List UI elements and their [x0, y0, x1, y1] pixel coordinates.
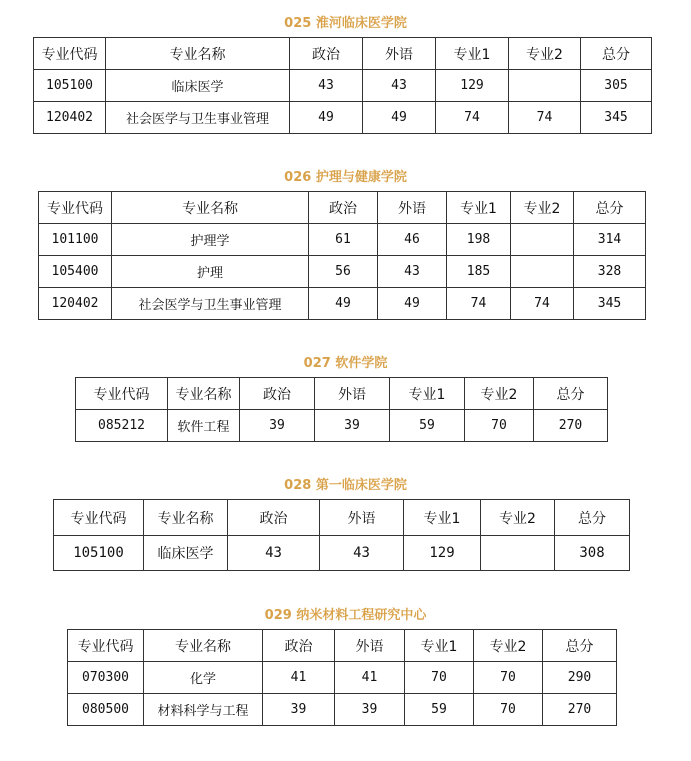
table-row: [54, 536, 630, 571]
header-politics: 政治: [290, 38, 363, 70]
cell-politics: 43: [290, 70, 363, 102]
cell-name: 化学: [144, 662, 263, 694]
header-language: 外语: [315, 378, 390, 410]
cell-name: 社会医学与卫生事业管理: [106, 102, 290, 134]
header-major2: 专业2: [465, 378, 534, 410]
cell-name: 临床医学: [144, 536, 228, 571]
cell-politics: 56: [309, 256, 378, 288]
cell-code: 105100: [54, 536, 144, 571]
cell-major1: 198: [447, 224, 511, 256]
section-title-028: 028 第一临床医学院: [284, 478, 407, 493]
header-major2: 专业2: [511, 192, 574, 224]
header-major2: 专业2: [474, 630, 543, 662]
cell-code: 070300: [68, 662, 144, 694]
cell-major1: 74: [447, 288, 511, 320]
header-major1: 专业1: [436, 38, 509, 70]
header-name: 专业名称: [106, 38, 290, 70]
cell-code: 120402: [34, 102, 106, 134]
header-code: 专业代码: [34, 38, 106, 70]
cell-total: 290: [543, 662, 617, 694]
cell-major2: 70: [474, 694, 543, 726]
table-row: [34, 70, 652, 102]
cell-name: 社会医学与卫生事业管理: [112, 288, 309, 320]
header-politics: 政治: [309, 192, 378, 224]
score-table-028: [53, 499, 630, 571]
header-language: 外语: [335, 630, 405, 662]
header-major1: 专业1: [404, 500, 481, 536]
cell-language: 49: [363, 102, 436, 134]
cell-politics: 39: [240, 410, 315, 442]
cell-major2: [481, 536, 555, 571]
cell-code: 080500: [68, 694, 144, 726]
score-table-026: [38, 191, 646, 320]
cell-major1: 129: [404, 536, 481, 571]
cell-language: 49: [378, 288, 447, 320]
cell-code: 105400: [39, 256, 112, 288]
cell-name: 护理: [112, 256, 309, 288]
table-row: [76, 410, 608, 442]
header-code: 专业代码: [39, 192, 112, 224]
header-total: 总分: [543, 630, 617, 662]
header-major1: 专业1: [405, 630, 474, 662]
header-code: 专业代码: [68, 630, 144, 662]
cell-major1: 70: [405, 662, 474, 694]
cell-major1: 129: [436, 70, 509, 102]
cell-total: 308: [555, 536, 630, 571]
cell-major1: 185: [447, 256, 511, 288]
cell-total: 328: [574, 256, 646, 288]
cell-code: 101100: [39, 224, 112, 256]
header-name: 专业名称: [112, 192, 309, 224]
cell-major2: 74: [511, 288, 574, 320]
score-table-025: [33, 37, 652, 134]
score-table-029: [67, 629, 617, 726]
header-major2: 专业2: [509, 38, 581, 70]
cell-major2: [511, 256, 574, 288]
cell-language: 41: [335, 662, 405, 694]
cell-politics: 43: [228, 536, 320, 571]
header-language: 外语: [363, 38, 436, 70]
cell-language: 43: [320, 536, 404, 571]
header-total: 总分: [534, 378, 608, 410]
cell-total: 270: [534, 410, 608, 442]
header-code: 专业代码: [76, 378, 168, 410]
header-name: 专业名称: [168, 378, 240, 410]
header-total: 总分: [555, 500, 630, 536]
cell-name: 护理学: [112, 224, 309, 256]
header-politics: 政治: [263, 630, 335, 662]
cell-major1: 59: [405, 694, 474, 726]
cell-major2: 70: [465, 410, 534, 442]
cell-name: 软件工程: [168, 410, 240, 442]
table-row: [39, 224, 646, 256]
header-major1: 专业1: [447, 192, 511, 224]
section-title-026: 026 护理与健康学院: [284, 170, 407, 185]
table-row: [34, 102, 652, 134]
section-title-027: 027 软件学院: [303, 356, 388, 371]
cell-name: 临床医学: [106, 70, 290, 102]
header-total: 总分: [581, 38, 652, 70]
cell-major1: 59: [390, 410, 465, 442]
cell-politics: 41: [263, 662, 335, 694]
cell-total: 345: [581, 102, 652, 134]
cell-politics: 61: [309, 224, 378, 256]
cell-total: 314: [574, 224, 646, 256]
table-row: [39, 256, 646, 288]
cell-language: 43: [378, 256, 447, 288]
cell-major2: [509, 70, 581, 102]
header-total: 总分: [574, 192, 646, 224]
cell-major2: 74: [509, 102, 581, 134]
table-row: [39, 288, 646, 320]
cell-name: 材料科学与工程: [144, 694, 263, 726]
header-politics: 政治: [240, 378, 315, 410]
cell-politics: 49: [309, 288, 378, 320]
cell-major1: 74: [436, 102, 509, 134]
header-name: 专业名称: [144, 500, 228, 536]
cell-major2: 70: [474, 662, 543, 694]
cell-language: 43: [363, 70, 436, 102]
header-language: 外语: [378, 192, 447, 224]
cell-language: 46: [378, 224, 447, 256]
header-politics: 政治: [228, 500, 320, 536]
header-name: 专业名称: [144, 630, 263, 662]
cell-total: 270: [543, 694, 617, 726]
section-title-025: 025 淮河临床医学院: [284, 16, 407, 31]
cell-language: 39: [315, 410, 390, 442]
header-language: 外语: [320, 500, 404, 536]
cell-code: 085212: [76, 410, 168, 442]
section-title-029: 029 纳米材料工程研究中心: [264, 608, 427, 623]
cell-politics: 39: [263, 694, 335, 726]
cell-politics: 49: [290, 102, 363, 134]
cell-total: 305: [581, 70, 652, 102]
header-major1: 专业1: [390, 378, 465, 410]
table-row: [68, 662, 617, 694]
table-row: [68, 694, 617, 726]
cell-code: 120402: [39, 288, 112, 320]
score-table-027: [75, 377, 608, 442]
cell-code: 105100: [34, 70, 106, 102]
header-major2: 专业2: [481, 500, 555, 536]
cell-major2: [511, 224, 574, 256]
cell-language: 39: [335, 694, 405, 726]
header-code: 专业代码: [54, 500, 144, 536]
cell-total: 345: [574, 288, 646, 320]
